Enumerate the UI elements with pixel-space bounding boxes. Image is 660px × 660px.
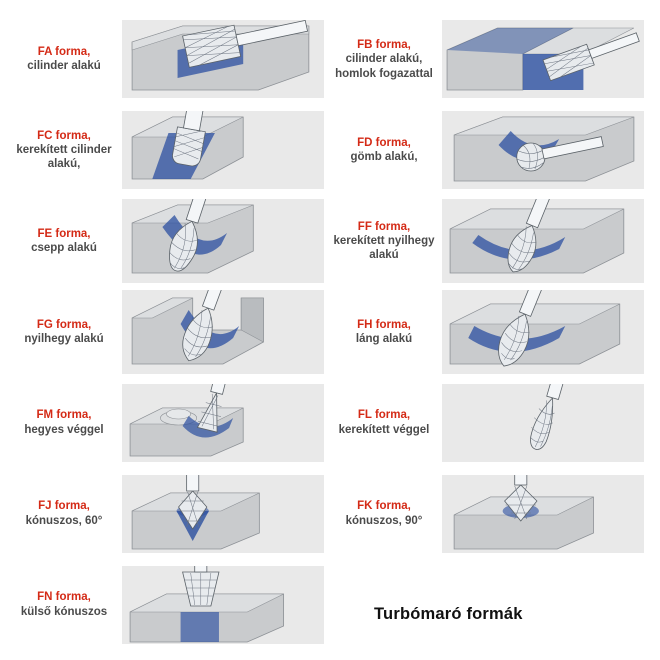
desc-fl: kerekített véggel (338, 423, 430, 436)
desc-fk: kónuszos, 90° (345, 514, 423, 527)
label-ff (330, 220, 442, 263)
code-fn: FN forma, (37, 591, 91, 604)
code-fc: FC forma, (37, 129, 91, 142)
label-fe (10, 227, 122, 256)
label-fn (10, 590, 122, 619)
cell-fb (330, 14, 650, 105)
illustration-fg (122, 290, 324, 374)
label-fm (10, 408, 122, 437)
desc-fg: nyilhegy alakú (24, 332, 104, 345)
code-fa: FA forma, (37, 46, 91, 59)
cell-fg (10, 287, 330, 378)
desc-fd: gömb alakú, (350, 151, 418, 164)
desc-fm: hegyes véggel (24, 423, 104, 436)
illustration-fb (442, 20, 644, 98)
code-fj: FJ forma, (38, 500, 90, 513)
code-fk: FK forma, (357, 500, 411, 513)
cell-fa (10, 14, 330, 105)
code-fm: FM forma, (36, 409, 92, 422)
desc-fn: külső kónuszos (20, 605, 108, 618)
cell-ff (330, 196, 650, 287)
code-fd: FD forma, (357, 136, 411, 149)
illustration-fc (122, 111, 324, 189)
cell-fk (330, 468, 650, 559)
label-fb (330, 38, 442, 81)
cell-fc (10, 105, 330, 196)
label-fa (10, 45, 122, 74)
illustration-fn (122, 566, 324, 644)
cell-fh (330, 287, 650, 378)
cell-fj (10, 468, 330, 559)
cell-fl (330, 377, 650, 468)
illustration-fd (442, 111, 644, 189)
desc-fe: csepp alakú (31, 242, 97, 255)
code-fh: FH forma, (357, 318, 411, 331)
label-fg (10, 318, 122, 347)
cell-fd (330, 105, 650, 196)
code-fl: FL forma, (357, 409, 411, 422)
label-fk (330, 499, 442, 528)
code-ff: FF forma, (357, 220, 411, 233)
cell-fe (10, 196, 330, 287)
label-fl (330, 408, 442, 437)
desc-ff: kerekített nyilhegy alakú (333, 234, 435, 262)
cell-fm (10, 377, 330, 468)
desc-fj: kónuszos, 60° (25, 514, 103, 527)
illustration-fj (122, 475, 324, 553)
desc-fc: kerekített cilinder alakú, (16, 144, 112, 171)
illustration-fk (442, 475, 644, 553)
label-fc (10, 129, 122, 172)
desc-fa: cilinder alakú (27, 60, 101, 73)
desc-fb: cilinder alakú, homlok fogazattal (335, 53, 433, 80)
label-fj (10, 499, 122, 528)
code-fb: FB forma, (357, 38, 411, 51)
illustration-fe (122, 199, 324, 283)
illustration-fl (442, 384, 644, 462)
desc-fh: láng alakú (355, 332, 413, 345)
code-fe: FE forma, (37, 227, 91, 240)
page-title: Turbómaró formák (374, 605, 523, 623)
illustration-fh (442, 290, 644, 374)
illustration-fm (122, 384, 324, 462)
label-fh (330, 318, 442, 347)
cell-fn (10, 559, 330, 650)
illustration-fa (122, 20, 324, 98)
shape-grid (10, 14, 650, 650)
label-fd (330, 136, 442, 165)
code-fg: FG forma, (36, 318, 92, 331)
illustration-ff (442, 199, 644, 283)
